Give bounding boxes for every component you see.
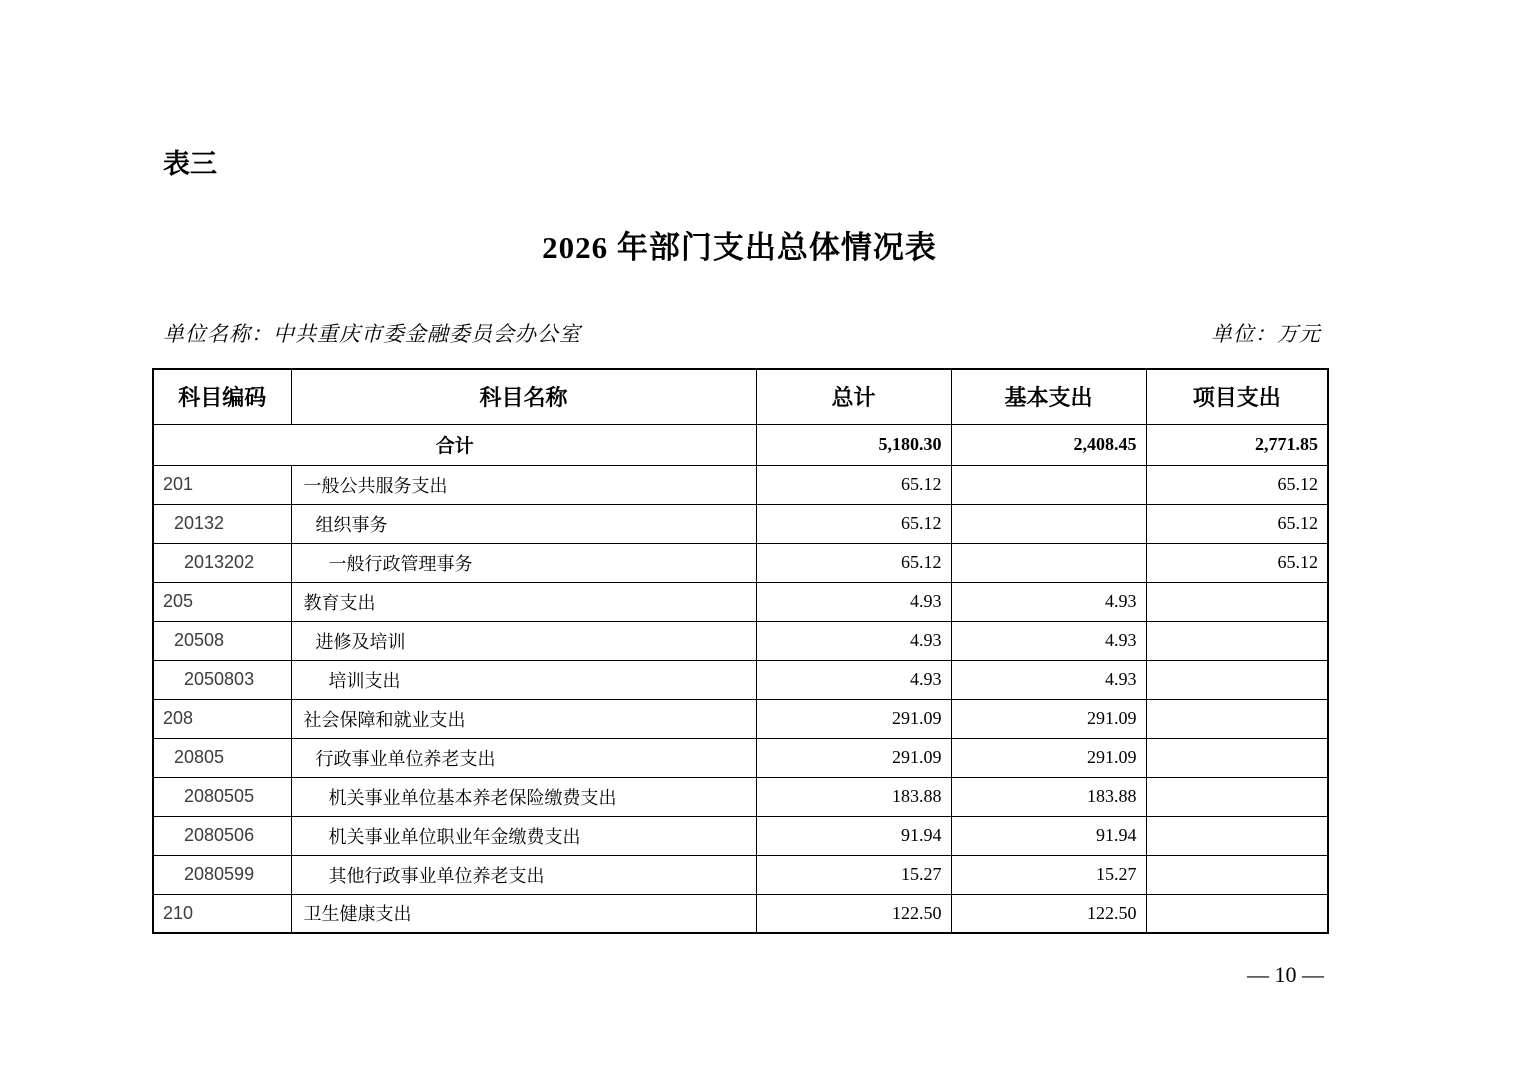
subject-name-cell: 其他行政事业单位养老支出	[291, 855, 756, 894]
project-value-cell: 65.12	[1146, 543, 1328, 582]
expenditure-table	[152, 368, 1329, 934]
subject-name-cell: 一般行政管理事务	[291, 543, 756, 582]
summary-project-value: 2,771.85	[1146, 424, 1328, 465]
table-row	[153, 465, 1328, 504]
basic-value-cell: 291.09	[951, 699, 1146, 738]
project-value-cell	[1146, 621, 1328, 660]
basic-value-cell: 15.27	[951, 855, 1146, 894]
project-value-cell	[1146, 582, 1328, 621]
project-value-cell	[1146, 738, 1328, 777]
page-number: — 10 —	[1247, 962, 1324, 987]
total-value-cell: 4.93	[756, 621, 951, 660]
subject-name-cell: 进修及培训	[291, 621, 756, 660]
summary-row	[153, 424, 1328, 465]
basic-value-cell	[951, 504, 1146, 543]
summary-label: 合计	[153, 424, 756, 465]
total-value-cell: 291.09	[756, 699, 951, 738]
col-header-subject-name: 科目名称	[291, 369, 756, 424]
project-value-cell	[1146, 699, 1328, 738]
subject-name-cell: 机关事业单位基本养老保险缴费支出	[291, 777, 756, 816]
total-value-cell: 291.09	[756, 738, 951, 777]
table-row	[153, 660, 1328, 699]
total-value-cell: 15.27	[756, 855, 951, 894]
project-value-cell	[1146, 816, 1328, 855]
project-value-cell: 65.12	[1146, 465, 1328, 504]
subject-code-cell: 201	[153, 465, 291, 504]
subject-code-cell: 205	[153, 582, 291, 621]
total-value-cell: 65.12	[756, 504, 951, 543]
table-row	[153, 738, 1328, 777]
table-row	[153, 621, 1328, 660]
col-header-subject-code: 科目编码	[153, 369, 291, 424]
subject-code-cell: 20508	[153, 621, 291, 660]
subject-code-cell: 2080505	[153, 777, 291, 816]
table-number-label: 表三	[163, 149, 217, 179]
table-row	[153, 582, 1328, 621]
basic-value-cell	[951, 465, 1146, 504]
table-row	[153, 894, 1328, 933]
basic-value-cell: 183.88	[951, 777, 1146, 816]
total-value-cell: 65.12	[756, 465, 951, 504]
meta-row	[152, 318, 1327, 348]
table-row	[153, 504, 1328, 543]
subject-code-cell: 2050803	[153, 660, 291, 699]
subject-name-cell: 机关事业单位职业年金缴费支出	[291, 816, 756, 855]
header-row	[153, 369, 1328, 424]
col-header-total: 总计	[756, 369, 951, 424]
subject-code-cell: 20805	[153, 738, 291, 777]
subject-name-cell: 教育支出	[291, 582, 756, 621]
basic-value-cell: 4.93	[951, 582, 1146, 621]
total-value-cell: 4.93	[756, 660, 951, 699]
currency-unit-label: 单位：万元	[1211, 322, 1321, 346]
subject-code-cell: 2013202	[153, 543, 291, 582]
total-value-cell: 183.88	[756, 777, 951, 816]
total-value-cell: 65.12	[756, 543, 951, 582]
table-row	[153, 816, 1328, 855]
page-title: 2026 年部门支出总体情况表	[542, 230, 937, 265]
basic-value-cell: 91.94	[951, 816, 1146, 855]
col-header-basic-expenditure: 基本支出	[951, 369, 1146, 424]
total-value-cell: 4.93	[756, 582, 951, 621]
project-value-cell	[1146, 894, 1328, 933]
project-value-cell	[1146, 777, 1328, 816]
summary-total-value: 5,180.30	[756, 424, 951, 465]
subject-name-cell: 组织事务	[291, 504, 756, 543]
subject-name-cell: 社会保障和就业支出	[291, 699, 756, 738]
subject-code-cell: 210	[153, 894, 291, 933]
subject-code-cell: 20132	[153, 504, 291, 543]
project-value-cell	[1146, 855, 1328, 894]
table-row	[153, 855, 1328, 894]
unit-name-label: 单位名称：中共重庆市委金融委员会办公室	[163, 322, 581, 346]
project-value-cell	[1146, 660, 1328, 699]
total-value-cell: 91.94	[756, 816, 951, 855]
basic-value-cell	[951, 543, 1146, 582]
basic-value-cell: 4.93	[951, 660, 1146, 699]
subject-name-cell: 一般公共服务支出	[291, 465, 756, 504]
subject-code-cell: 208	[153, 699, 291, 738]
basic-value-cell: 4.93	[951, 621, 1146, 660]
total-value-cell: 122.50	[756, 894, 951, 933]
basic-value-cell: 122.50	[951, 894, 1146, 933]
project-value-cell: 65.12	[1146, 504, 1328, 543]
subject-name-cell: 行政事业单位养老支出	[291, 738, 756, 777]
subject-name-cell: 卫生健康支出	[291, 894, 756, 933]
col-header-project-expenditure: 项目支出	[1146, 369, 1328, 424]
table-row	[153, 699, 1328, 738]
subject-code-cell: 2080506	[153, 816, 291, 855]
table-row	[153, 543, 1328, 582]
basic-value-cell: 291.09	[951, 738, 1146, 777]
subject-code-cell: 2080599	[153, 855, 291, 894]
table-row	[153, 777, 1328, 816]
subject-name-cell: 培训支出	[291, 660, 756, 699]
summary-basic-value: 2,408.45	[951, 424, 1146, 465]
